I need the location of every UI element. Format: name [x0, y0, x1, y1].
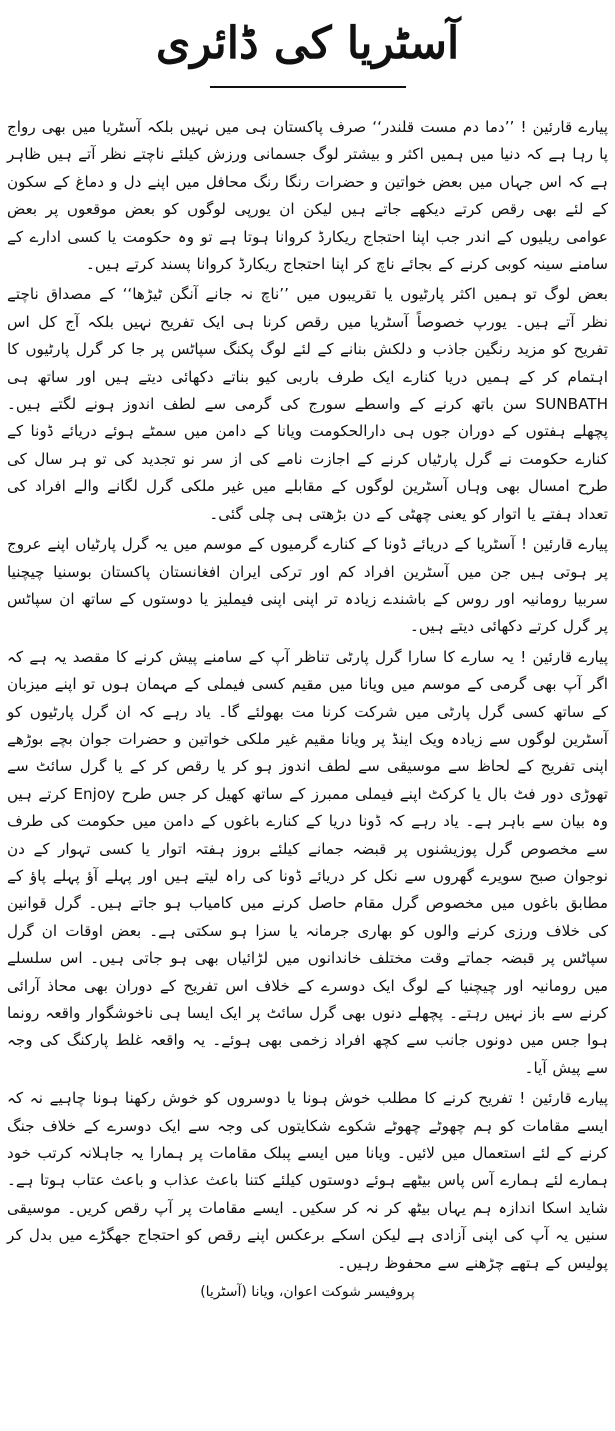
- article-body: [7, 114, 608, 1277]
- paragraph: پیارے قارئین ! ’’دما دم مست قلندر‘‘ صرف پاکستان ہی میں نہیں بلکہ آسٹریا میں بھی رواج پا رہا ہے کہ دنیا میں ہمیں اکثر و بیشتر لوگ جسمانی ورزش کیلئے ناچتے نظر آتے ہیں ظاہر ہے کہ اس جہاں میں بعض خواتین و حضرات رنگا رنگ محافل میں اپنے دل و دماغ کے سکون کے لئے بھی رقص کرتے دیکھے جاتے ہیں لیکن ان یورپی لوگوں کو بعض موقعوں پر بعض عوامی ریلیوں کے اندر جب اپنا احتجاج ریکارڈ کروانا ہوتا ہے تو وہ حکومت یا کسی ادارے کے سامنے سینہ کوبی کرنے کے بجائے ناچ کر اپنا احتجاج ریکارڈ کروانا پسند کرتے ہیں۔: [7, 118, 608, 274]
- paragraph: پیارے قارئین ! تفریح کرنے کا مطلب خوش ہونا یا دوسروں کو خوش رکھنا ہونا چاہیے نہ کہ ایسے مقامات کو ہم چھوٹے چھوٹے شکوے شکایتوں کی وجہ سے ایک دوسرے کے خلاف جنگ کرنے کے لئے استعمال میں لائیں۔ ویانا میں ایسے پبلک مقامات پر ہمارا یہ جاہلانہ کرتب خود ہمارے لئے ہمارے آس پاس بیٹھے ہوئے دوستوں کیلئے کتنا باعث عذاب و باعث عتاب ہوتا ہے۔ شاید اسکا اندازہ ہم یہاں بیٹھ کر نہ کر سکیں۔ ایسے مقامات پر آپ رقص کریں۔ موسیقی سنیں یہ آپ کی اپنی آزادی ہے لیکن اسکے برعکس اپنے رقص کو احتجاج جھگڑے میں بدل کر پولیس کے ہتھے چڑھنے سے محفوظ رہیں۔: [7, 1089, 608, 1272]
- paragraph: پیارے قارئین ! آسٹریا کے دریائے ڈونا کے کنارے گرمیوں کے موسم میں یہ گرل پارٹیاں اپنے عروج پر ہوتی ہیں جن میں آسٹرین افراد کم اور ترکی ایران افغانستان پاکستان بوسنیا چیچنیا سربیا رومانیہ اور روس کے باشندے زیادہ تر اپنی اپنی فیملیز یا دوستوں کے ساتھ ان سپاٹس پر گرل کرتے دکھائی دیتے ہیں۔: [7, 535, 608, 636]
- author-byline: پروفیسر شوکت اعوان، ویانا (آسٹریا): [200, 1284, 415, 1301]
- title-underline: [210, 86, 406, 88]
- column-title: آسٹریا کی ڈائری: [155, 18, 460, 69]
- paragraph: بعض لوگ تو ہمیں اکثر پارٹیوں یا تقریبوں میں ’’ناچ نہ جانے آنگن ٹیڑھا‘‘ کے مصداق ناچتے نظر آتے ہیں۔ یورپ خصوصاً آسٹریا میں رقص کرنا ہی ایک تفریح نہیں بلکہ آج کل اس تفریح کو مزید رنگین جاذب و دلکش بنانے کے لئے لوگ پکنگ سپاٹس پر جا کر گرل پارٹیوں کا اہتمام کر کے ہمیں دریا کنارے ایک طرف باربی کیو بناتے دکھائی دیتے ہیں اور ساتھ ہی SUNBATH سن باتھ کرنے کے واسطے سورج کی گرمی سے لطف اندوز ہونے لگتے ہیں۔ پچھلے ہفتوں کے دوران جوں ہی دارالحکومت ویانا کے دامن میں سمٹے ہوئے دریائے ڈونا کے کنارے حکومت نے گرل پارٹیاں کرنے کے اجازت نامے کی از سر نو تجدید کی تو ہر سال کی طرح امسال بھی وہاں آسٹرین لوگوں کے مقابلے میں غیر ملکی گرل لگانے والے افراد کی تعداد ہفتے یا اتوار کو یعنی چھٹی کے دن بڑھتی ہی چلی گئی۔: [7, 285, 608, 523]
- paragraph: پیارے قارئین ! یہ سارے کا سارا گرل پارٹی تناظر آپ کے سامنے پیش کرنے کا مقصد یہ ہے کہ اگر آپ بھی گرمی کے موسم میں ویانا میں مقیم کسی فیملی کے مہمان ہوں تو اپنے میزبان کے ساتھ کسی گرل پارٹی میں شرکت کرنا مت بھولئے گا۔ یاد رہے کہ ان گرل پارٹیوں کو آسٹرین لوگوں سے زیادہ ویک اینڈ پر ویانا مقیم غیر ملکی خواتین و حضرات جوان بچے بوڑھے اپنی تفریح کے لحاظ سے موسیقی سے لطف اندوز ہو کر یا رقص کر کے یا گرل سائٹ سے تھوڑی دور فٹ بال یا کرکٹ اپنے فیملی ممبرز کے ساتھ کھیل کر جس طرح Enjoy کرتے ہیں وہ بیان سے باہر ہے۔ یاد رہے کہ ڈونا دریا کے کنارے باغوں کے دامن میں حکومت کی طرف سے مخصوص گرل پوزیشنوں پر قبضہ جمانے کیلئے بروز ہفتہ اتوار یا کسی تہوار کے دن نوجوان صبح سویرے گھروں سے نکل کر دریائے ڈونا کی راہ لیتے ہیں اور پہلے آؤ پہلے پاؤ کے مطابق باغوں میں مخصوص گرل مقام حاصل کرنے میں کامیاب ہو جاتے ہیں۔ گرل قوانین کی خلاف ورزی کرنے والوں کو بھاری جرمانہ یا سزا ہو سکتی ہے۔ بعض اوقات ان گرل سپاٹس پر قبضہ جماتے وقت مختلف خاندانوں میں لڑائیاں بھی ہو جاتی ہیں۔ اس سلسلے میں رومانیہ اور چیچنیا کے لوگ ایک دوسرے کے خلاف اس تفریح کے دوران بھی محاذ آرائی کرنے سے باز نہیں رہتے۔ پچھلے دنوں بھی گرل سائٹ پر ایک ایسا ہی ناخوشگوار واقعہ رونما ہوا جس میں دونوں جانب سے کچھ افراد زخمی بھی ہوئے۔ یہ واقعہ غلط پارکنگ کی وجہ سے پیش آیا۔: [7, 647, 608, 1077]
